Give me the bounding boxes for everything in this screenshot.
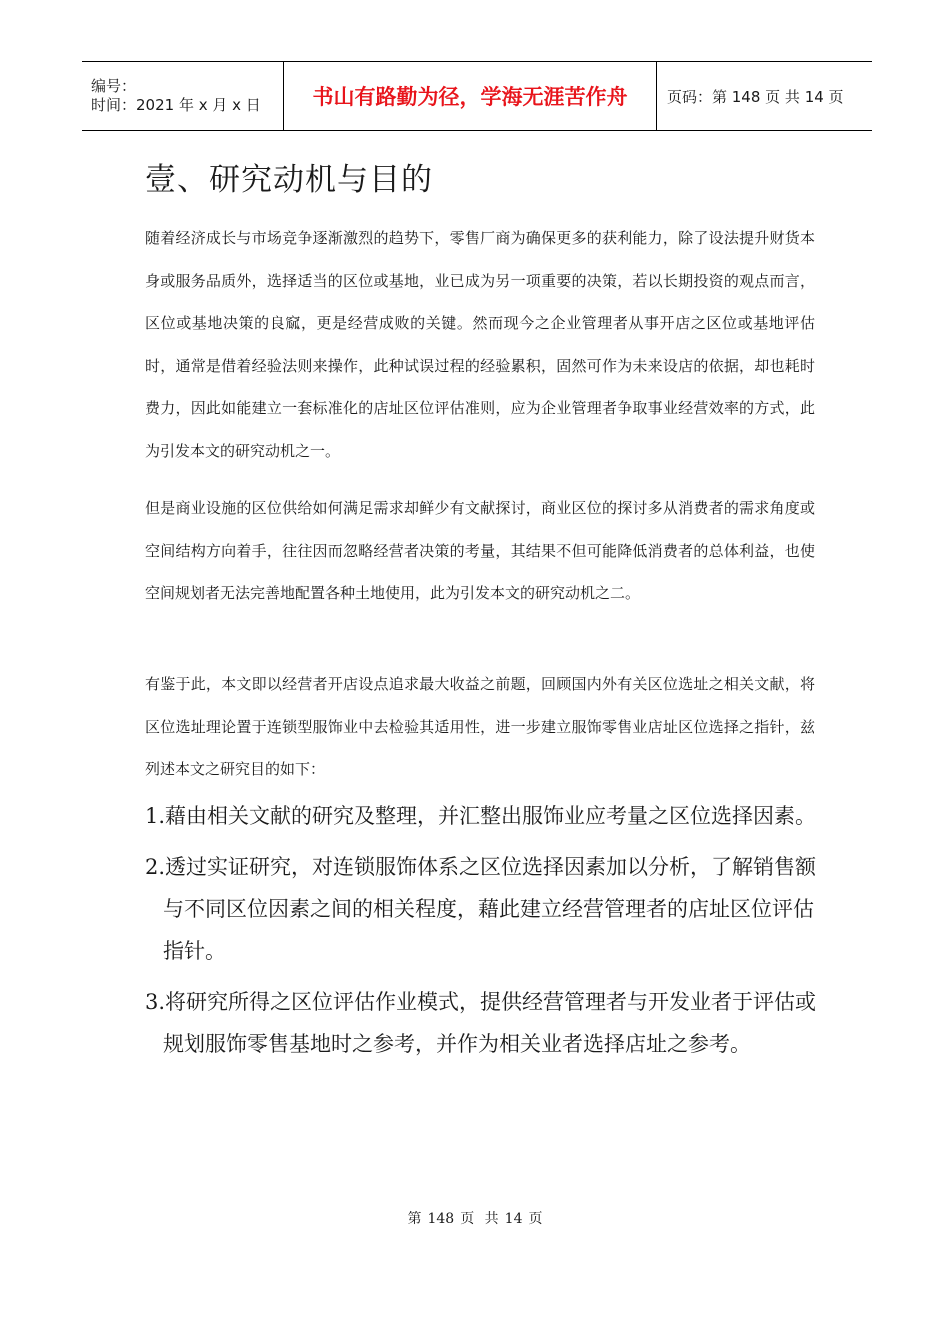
- footer-suffix: 页: [528, 1211, 543, 1227]
- footer-total-pages: 14: [504, 1211, 523, 1227]
- header-page-info: [657, 62, 872, 130]
- objective-item: 2.透过实证研究，对连锁服饰体系之区位选择因素加以分析，了解销售额与不同区位因素之间的相关程度，藉此建立经营管理者的店址区位评估指针。: [145, 855, 817, 963]
- paragraph-motivation-2: 但是商业设施的区位供给如何满足需求却鲜少有文献探讨，商业区位的探讨多从消费者的需求角度或空间结构方向着手，往往因而忽略经营者决策的考量，其结果不但可能降低消费者的总体利益，也使空间规划者无法完善地配置各种土地使用，此为引发本文的研究动机之二。: [145, 499, 815, 603]
- section-title: 壹、研究动机与目的: [145, 162, 433, 198]
- footer-mid: 页 共: [460, 1211, 499, 1227]
- motto-text: 书山有路勤为径，学海无涯苦作舟: [312, 85, 628, 109]
- page-header: [82, 61, 872, 131]
- page-footer: [0, 1208, 950, 1228]
- objective-item: 3.将研究所得之区位评估作业模式，提供经营管理者与开发业者于评估或规划服饰零售基地时之参考，并作为相关业者选择店址之参考。: [145, 990, 817, 1056]
- objective-item: 1.藉由相关文献的研究及整理，并汇整出服饰业应考量之区位选择因素。: [145, 804, 817, 828]
- paragraph-motivation-1: 随着经济成长与市场竞争逐渐激烈的趋势下，零售厂商为确保更多的获利能力，除了设法提升财货本身或服务品质外，选择适当的区位或基地，业已成为另一项重要的决策，若以长期投资的观点而言，区位或基地决策的良窳，更是经营成败的关键。然而现今之企业管理者从事开店之区位或基地评估时，通常是借着经验法则来操作，此种试误过程的经验累积，固然可作为未来设店的依据，却也耗时费力，因此如能建立一套标准化的店址区位评估准则，应为企业管理者争取事业经营效率的方式，此为引发本文的研究动机之一。: [145, 229, 815, 460]
- footer-prefix: 第: [407, 1211, 422, 1227]
- paragraph-objectives-intro: 有鉴于此，本文即以经营者开店设点追求最大收益之前题，回顾国内外有关区位选址之相关文献，将区位选址理论置于连锁型服饰业中去检验其适用性，进一步建立服饰零售业店址区位选择之指针，兹列述本文之研究目的如下：: [145, 675, 815, 779]
- document-number-label: 编号：: [91, 77, 137, 95]
- header-motto: [283, 62, 657, 130]
- header-meta: [82, 62, 283, 130]
- page-number-label: 页码：第 148 页 共 14 页: [667, 87, 844, 106]
- objectives-list: [145, 795, 825, 1074]
- footer-page-number: 148: [427, 1211, 455, 1227]
- document-date-label: 时间：2021 年 x 月 x 日: [91, 96, 261, 114]
